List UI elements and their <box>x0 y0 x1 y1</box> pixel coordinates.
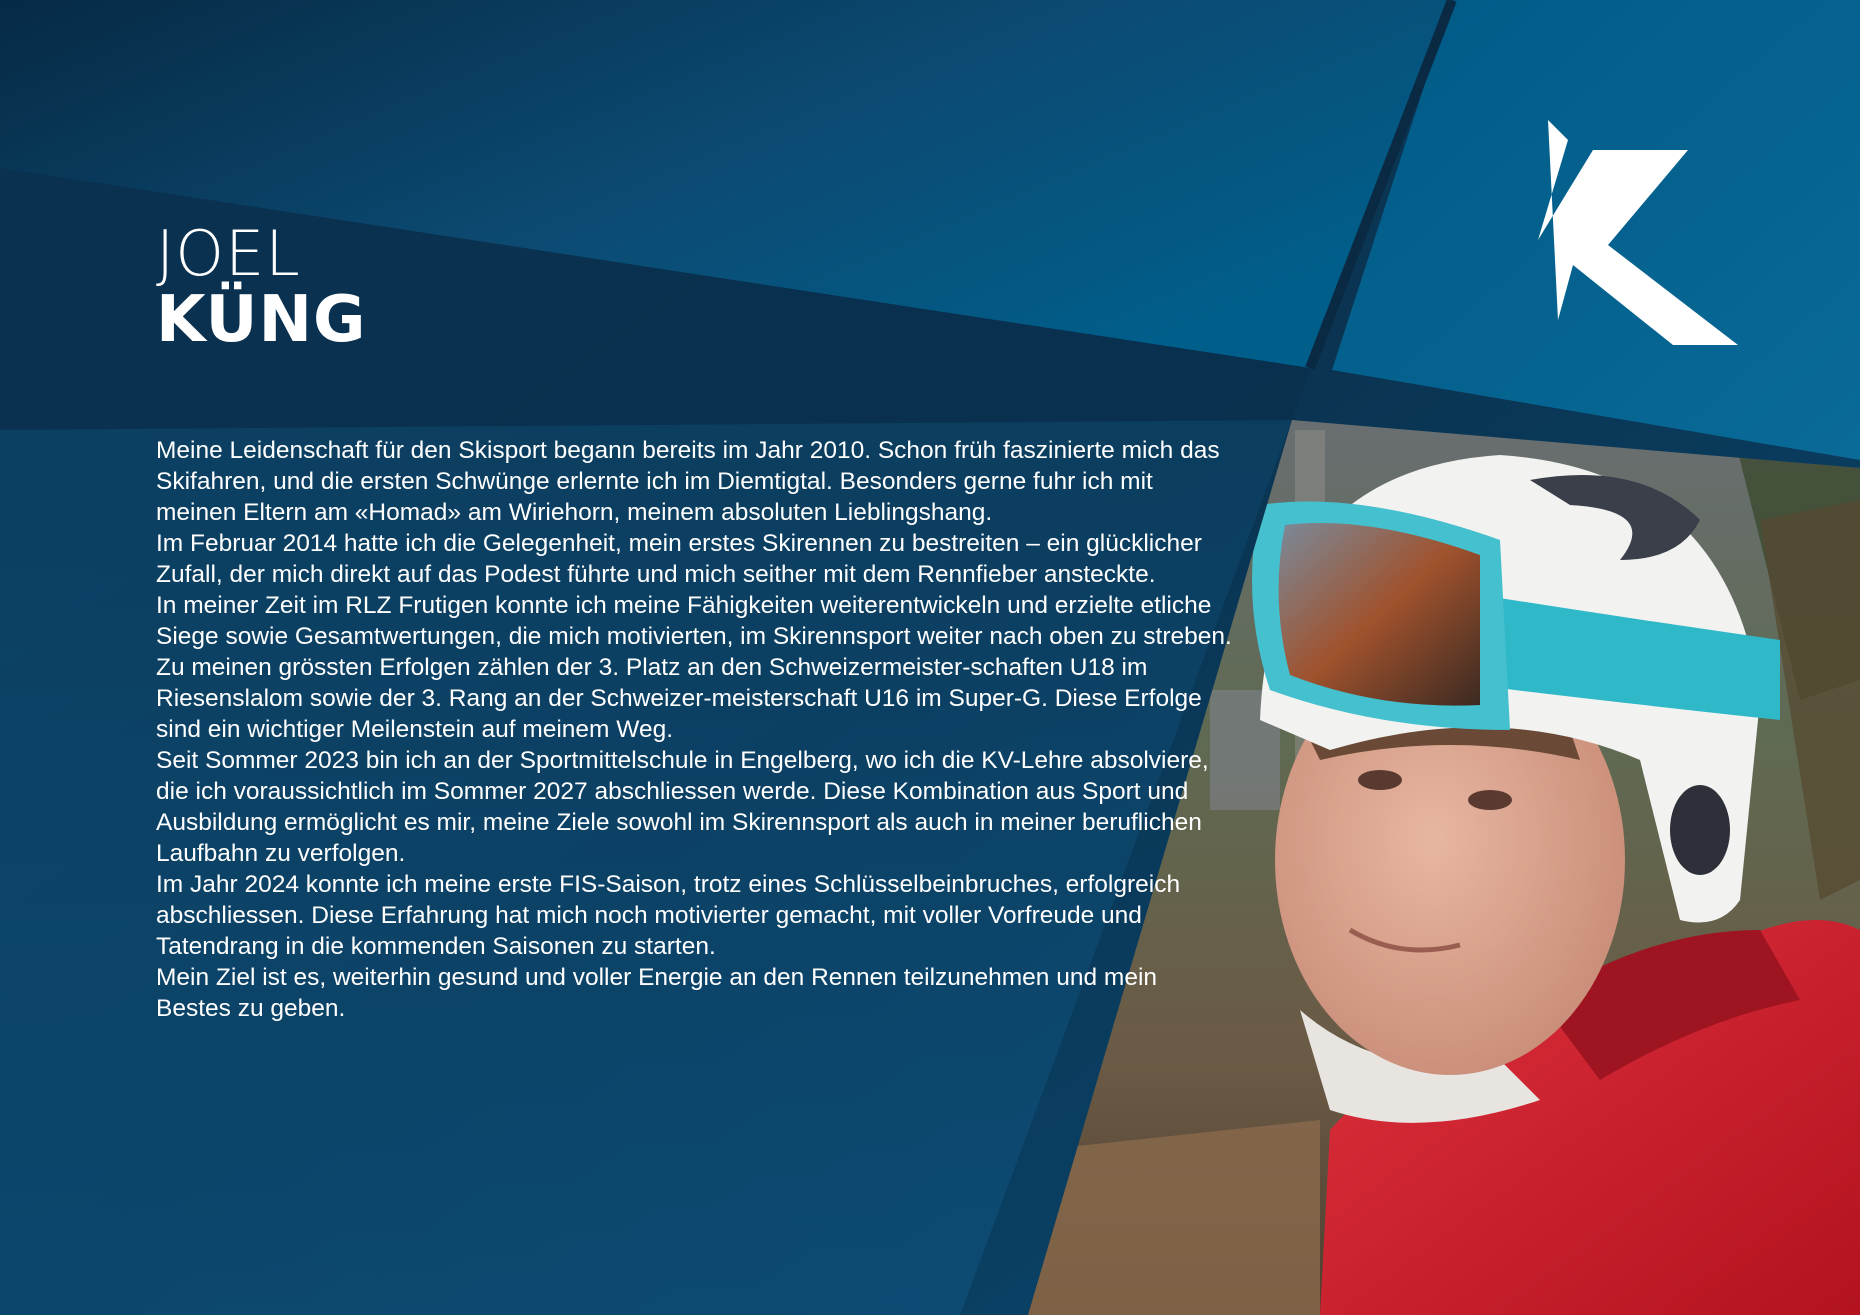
biography <box>156 435 1236 1024</box>
jk-logo-icon <box>1458 120 1748 360</box>
first-name: JOEL <box>156 217 301 290</box>
bio-paragraph: Seit Sommer 2023 bin ich an der Sportmittelschule in Engelberg, wo ich die KV-Lehre absolviere, die ich voraussichtlich im Sommer 2027 abschliessen werde. Diese Kombination aus Sport und Ausbildung ermöglicht es mir, meine Ziele sowohl im Skirennsport als auch in meiner beruflichen Laufbahn zu verfolgen. <box>156 747 1209 867</box>
bio-paragraph: Meine Leidenschaft für den Skisport begann bereits im Jahr 2010. Schon früh faszinierte mich das Skifahren, und die ersten Schwünge erlernte ich im Diemtigtal. Besonders gerne fuhr ich mit meinen Eltern am «Homad» am Wiriehorn, meinem absoluten Lieblingshang. <box>156 437 1220 526</box>
bio-paragraph: In meiner Zeit im RLZ Frutigen konnte ich meine Fähigkeiten weiterentwickeln und erzielte etliche Siege sowie Gesamtwertungen, die mich motivierten, im Skirennsport weiter nach oben zu streben. <box>156 592 1232 650</box>
bio-paragraph: Zu meinen grössten Erfolgen zählen der 3. Platz an den Schweizermeister-schaften U18 im Riesenslalom sowie der 3. Rang an der Schweizer-meisterschaft U16 im Super-G. Diese Erfolge sind ein wichtiger Meilenstein auf meinem Weg. <box>156 654 1202 743</box>
bio-paragraph: Mein Ziel ist es, weiterhin gesund und voller Energie an den Rennen teilzunehmen und mein Bestes zu geben. <box>156 964 1158 1022</box>
bio-paragraph: Im Februar 2014 hatte ich die Gelegenheit, mein erstes Skirennen zu bestreiten – ein glücklicher Zufall, der mich direkt auf das Podest führte und mich seither mit dem Rennfieber ansteckte. <box>156 530 1202 588</box>
bio-paragraph: Im Jahr 2024 konnte ich meine erste FIS-Saison, trotz eines Schlüsselbeinbruches, erfolgreich abschliessen. Diese Erfahrung hat mich noch motivierter gemacht, mit voller Vorfreude und Tatendrang in die kommenden Saisonen zu starten. <box>156 871 1181 960</box>
last-name: KÜNG <box>156 283 367 357</box>
